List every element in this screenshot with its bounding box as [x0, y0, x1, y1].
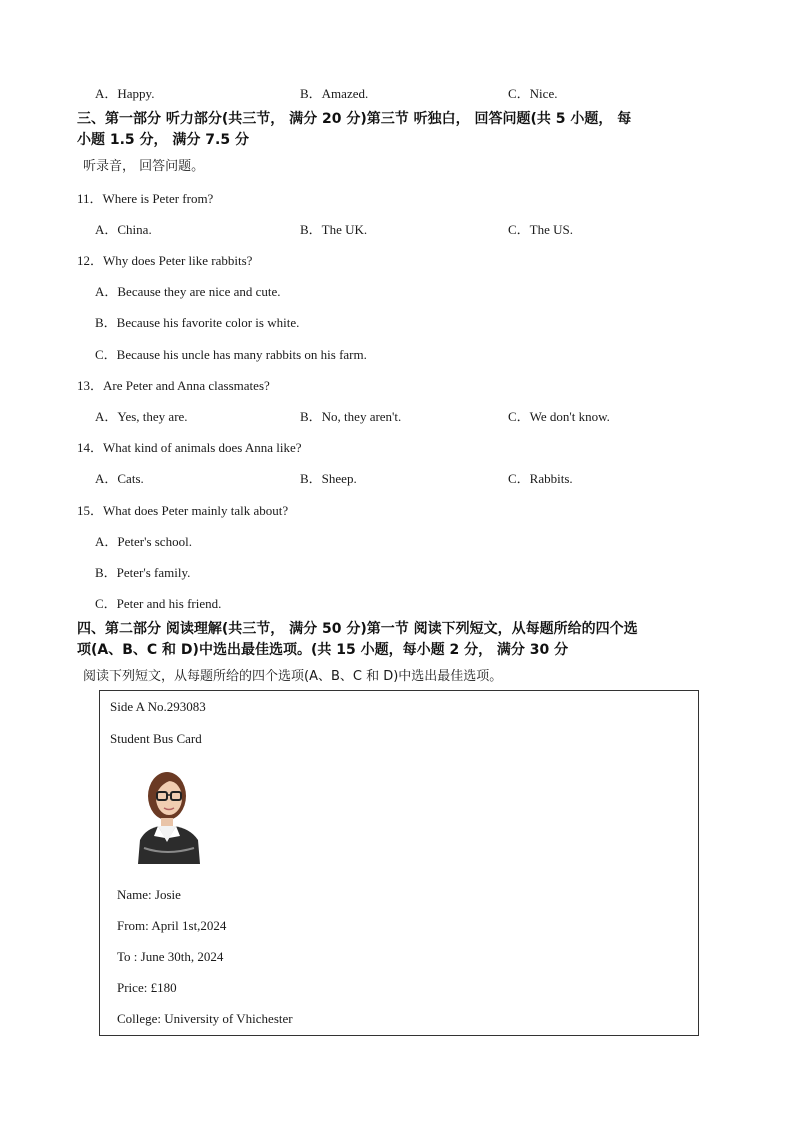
card-price: Price: £180 [117, 980, 177, 995]
card-title: Student Bus Card [110, 731, 202, 746]
q12-option-a: A．Because they are nice and cute. [95, 284, 281, 299]
q10-option-a: A．Happy. [95, 86, 155, 101]
q13-option-c: C．We don't know. [508, 409, 610, 424]
q12-option-c: C．Because his uncle has many rabbits on his farm. [95, 347, 367, 362]
q13-option-b: B．No, they aren't. [300, 409, 402, 424]
q14-stem: 14．What kind of animals does Anna like? [77, 440, 302, 455]
student-photo [136, 766, 202, 864]
card-side-number: Side A No.293083 [110, 699, 206, 714]
q11-option-c: C．The US. [508, 222, 574, 237]
q14-option-a: A．Cats. [95, 471, 144, 486]
q12-stem: 12．Why does Peter like rabbits? [77, 253, 253, 268]
q10-option-c: C．Nice. [508, 86, 558, 101]
section3-heading-line1: 三、第一部分 听力部分(共三节， 满分 20 分)第三节 听独白， 回答问题(共 5 小题， 每 [77, 111, 632, 127]
q14-option-b: B．Sheep. [300, 471, 357, 486]
q11-option-b: B．The UK. [300, 222, 368, 237]
section4-heading-line1: 四、第二部分 阅读理解(共三节， 满分 50 分)第一节 阅读下列短文，从每题所给的四个选 [77, 621, 638, 637]
section3-heading-line2: 小题 1.5 分， 满分 7.5 分 [77, 132, 249, 148]
section3-instruction: 听录音， 回答问题。 [83, 159, 205, 174]
q15-stem: 15．What does Peter mainly talk about? [77, 503, 289, 518]
section4-heading-line2: 项(A、B、C 和 D)中选出最佳选项。(共 15 小题，每小题 2 分， 满分 30 分 [77, 642, 569, 658]
q12-option-b: B．Because his favorite color is white. [95, 315, 300, 330]
q15-option-a: A．Peter's school. [95, 534, 192, 549]
q15-option-b: B．Peter's family. [95, 565, 191, 580]
q11-option-a: A．China. [95, 222, 152, 237]
card-to-date: To : June 30th, 2024 [117, 949, 224, 964]
q13-stem: 13．Are Peter and Anna classmates? [77, 378, 270, 393]
q10-option-b: B．Amazed. [300, 86, 369, 101]
q14-option-c: C．Rabbits. [508, 471, 573, 486]
card-from-date: From: April 1st,2024 [117, 918, 227, 933]
section4-instruction: 阅读下列短文，从每题所给的四个选项(A、B、C 和 D)中选出最佳选项。 [83, 669, 503, 684]
card-name: Name: Josie [117, 887, 181, 902]
q13-option-a: A．Yes, they are. [95, 409, 188, 424]
card-college: College: University of Vhichester [117, 1011, 293, 1026]
q15-option-c: C．Peter and his friend. [95, 596, 222, 611]
q11-stem: 11．Where is Peter from? [77, 191, 214, 206]
